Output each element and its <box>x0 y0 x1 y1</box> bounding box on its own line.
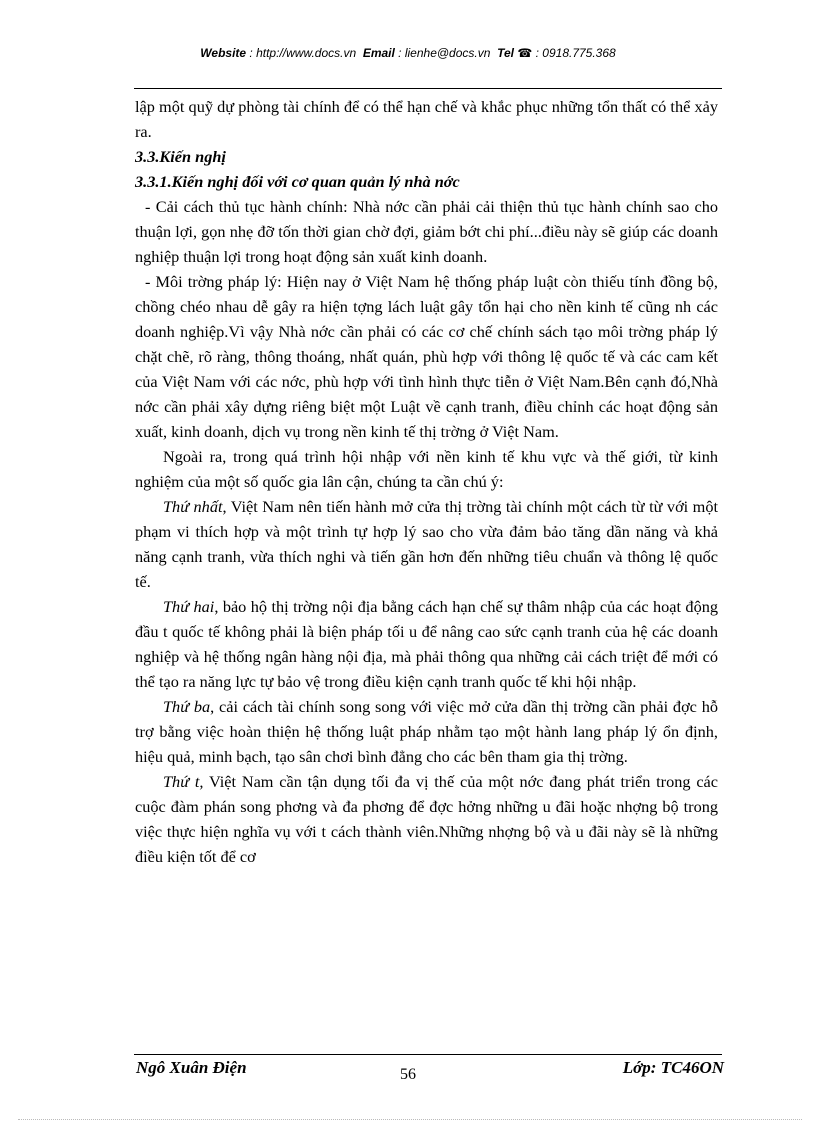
third-point-lead: Thứ ba <box>163 697 211 716</box>
fourth-point-text: Việt Nam cần tận dụng tối đa vị thế của một nớc đang phát triển trong các cuộc đàm phán song phơng và đa phơng để đợc hởng những u đãi hoặc nhợng bộ trong việc thực hiện nghĩa vụ với t cách thành viên.Những nhợng bộ và u đãi này sẽ là những điều kiện tốt để cơ <box>135 772 718 866</box>
page-bottom-divider <box>18 1119 802 1120</box>
fourth-point-lead: Thứ t, <box>163 772 204 791</box>
legal-environment-paragraph: - Môi trờng pháp lý: Hiện nay ở Việt Nam hệ thống pháp luật còn thiếu tính đồng bộ, chồng chéo nhau dễ gây ra hiện tợng lách luật gây tổn hại cho nền kinh tế cũng nh các doanh nghiệp.Vì vậy Nhà nớc cần phải có các cơ chế chính sách tạo môi trờng pháp lý chặt chẽ, rõ ràng, thông thoáng, nhất quán, phù hợp với thông lệ quốc tế và các cam kết của Việt Nam với các nớc, phù hợp với tình hình thực tiễn ở Việt Nam.Bên cạnh đó,Nhà nớc cần phải xây dựng riêng biệt một Luật về cạnh tranh, điều chỉnh các hoạt động sản xuất, kinh doanh, dịch vụ trong nền kinh tế thị trờng ở Việt Nam. <box>135 272 718 441</box>
first-point-paragraph <box>135 494 718 594</box>
third-point-paragraph <box>135 694 718 769</box>
header-rule <box>134 88 722 89</box>
website-label: Website <box>200 46 247 60</box>
tel-label: Tel <box>497 46 514 60</box>
document-body <box>135 94 718 869</box>
intro-paragraph: lập một quỹ dự phòng tài chính để có thể hạn chế và khắc phục những tổn thất có thể xảy ra. <box>135 97 718 141</box>
second-point-paragraph <box>135 594 718 694</box>
phone-icon: ☎ <box>517 46 533 60</box>
first-point-lead: Thứ nhất <box>163 497 223 516</box>
admin-reform-paragraph: - Cải cách thủ tục hành chính: Nhà nớc cần phải cải thiện thủ tục hành chính sao cho thuận lợi, gọn nhẹ đỡ tốn thời gian chờ đợi, giảm bớt chi phí...điều này sẽ giúp các doanh nghiệp thuận lợi trong hoạt động sản xuất kinh doanh. <box>135 197 718 266</box>
email-address: : lienhe@docs.vn <box>398 46 491 60</box>
fourth-point-paragraph <box>135 769 718 869</box>
footer-class: Lớp: TC46ON <box>622 1058 724 1077</box>
besides-paragraph: Ngoài ra, trong quá trình hội nhập với nền kinh tế khu vực và thế giới, từ kinh nghiệm của một số quốc gia lân cận, chúng ta cần chú ý: <box>135 447 718 491</box>
second-point-lead: Thứ hai <box>163 597 215 616</box>
phone-number: : 0918.775.368 <box>535 46 616 60</box>
subsection-heading: 3.3.1.Kiến nghị đối với cơ quan quản lý nhà nớc <box>135 172 460 191</box>
footer-rule <box>134 1054 722 1055</box>
third-point-text: , cải cách tài chính song song với việc mở cửa dần thị trờng cần phải đợc hỗ trợ bằng việc hoàn thiện hệ thống luật pháp nhằm tạo một hành lang pháp lý ổn định, hiệu quả, minh bạch, tạo sân chơi bình đẳng cho các bên tham gia thị trờng. <box>135 697 718 766</box>
page-number: 56 <box>400 1066 416 1083</box>
footer-author: Ngô Xuân Điện <box>136 1058 247 1077</box>
second-point-text: , bảo hộ thị trờng nội địa bằng cách hạn chế sự thâm nhập của các hoạt động đầu t quốc tế không phải là biện pháp tối u để nâng cao sức cạnh tranh của hệ các doanh nghiệp và hệ thống ngân hàng nội địa, mà phải thông qua những cải cách triệt để mới có thể tạo ra năng lực tự bảo vệ trong điều kiện cạnh tranh quốc tế khi hội nhập. <box>135 597 718 691</box>
website-url: : http://www.docs.vn <box>249 46 357 60</box>
first-point-text: , Việt Nam nên tiến hành mở cửa thị trờng tài chính một cách từ từ với một phạm vi thích hợp và một trình tự hợp lý sao cho vừa đảm bảo tăng dần năng và khả năng cạnh tranh, vừa thích nghi và tiến gần hơn đến những tiêu chuẩn và thông lệ quốc tế. <box>135 497 718 591</box>
section-heading: 3.3.Kiến nghị <box>135 147 226 166</box>
page-header <box>0 46 816 60</box>
email-label: Email <box>362 46 395 60</box>
